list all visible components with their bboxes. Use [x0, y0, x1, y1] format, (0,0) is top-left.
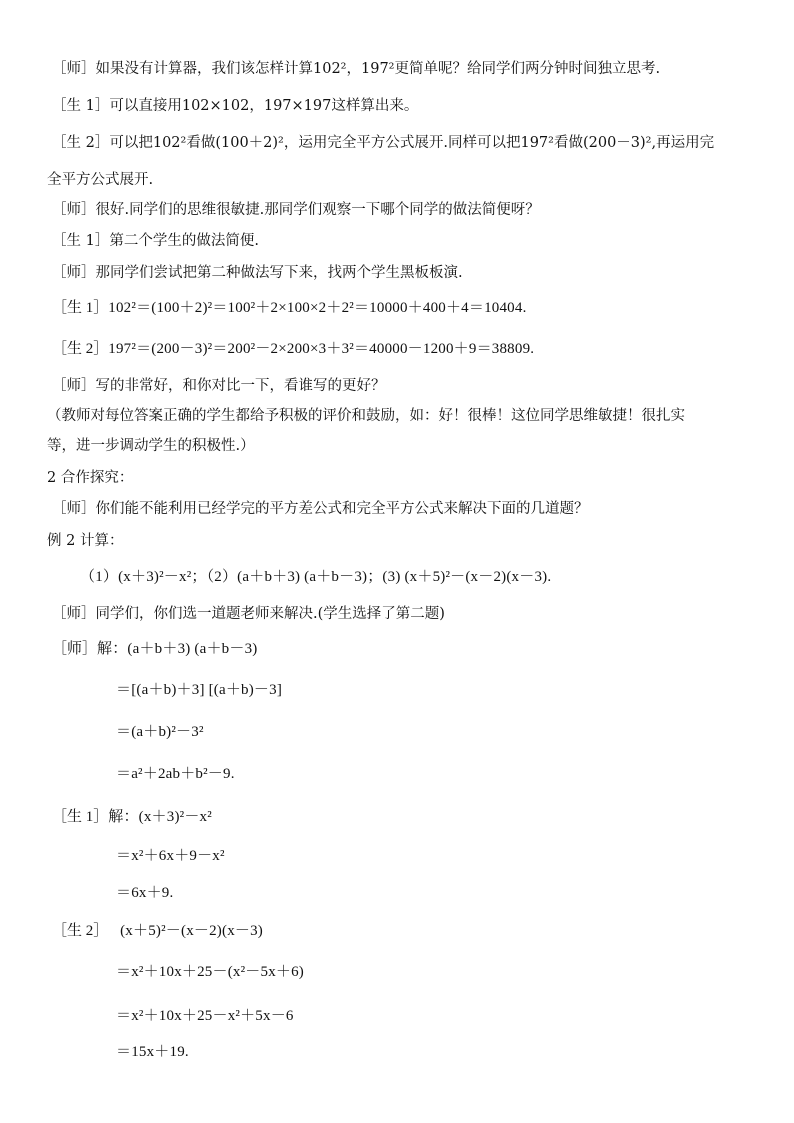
speaker-label: ［生 1］ — [52, 233, 110, 249]
dialogue-line — [52, 376, 386, 396]
equation: 102²＝(100＋2)²＝100²＋2×100×2＋2²＝10000＋400＋4＝10404. — [108, 300, 527, 316]
equation: （1）(x＋3)²－x²；（2）(a＋b＋3) (a＋b－3)；(3) (x＋5)²－(x－2)(x－3). — [80, 569, 552, 585]
speaker-label: ［师］ — [52, 501, 96, 517]
line-text: 写的非常好，和你对比一下，看谁写的更好？ — [95, 378, 386, 394]
solution-step — [116, 1006, 294, 1026]
dialogue-line-math — [52, 639, 257, 659]
dialogue-line — [52, 96, 418, 116]
dialogue-line — [52, 231, 259, 251]
line-text: 全平方公式展开. — [47, 172, 154, 188]
section-heading — [47, 468, 133, 488]
solution-step — [116, 722, 204, 742]
teacher-note-continued — [47, 436, 255, 456]
equation: ＝x²＋6x＋9－x² — [116, 848, 225, 864]
equation: ＝x²＋10x＋25－(x²－5x＋6) — [116, 964, 304, 980]
line-text: 可以把102²看做(100＋2)²，运用完全平方公式展开.同样可以把197²看做(200－3)²,再运用完 — [109, 135, 715, 151]
solution-step — [116, 962, 304, 982]
line-text: 你们能不能利用已经学完的平方差公式和完全平方公式来解决下面的几道题？ — [95, 501, 589, 517]
equation: 197²＝(200－3)²＝200²－2×200×3＋3²＝40000－1200＋9＝38809. — [108, 341, 535, 357]
line-text: （教师对每位答案正确的学生都给予积极的评价和鼓励，如：好！很棒！这位同学思维敏捷！很扎实 — [47, 408, 685, 424]
dialogue-line-math — [52, 339, 534, 359]
dialogue-line — [52, 133, 714, 153]
example-problems — [80, 567, 551, 587]
solution-step — [116, 846, 225, 866]
speaker-label: ［师］ — [52, 202, 96, 218]
equation: ＝(a＋b)²－3² — [116, 724, 204, 740]
equation: (x＋5)²－(x－2)(x－3) — [108, 923, 263, 939]
solution-step — [116, 764, 235, 784]
solution-step — [116, 1042, 189, 1062]
line-text: 第二个学生的做法简便. — [109, 233, 259, 249]
speaker-label: ［生 2］ — [52, 923, 109, 939]
dialogue-line-continued — [47, 170, 153, 190]
speaker-label: ［师］ — [52, 265, 96, 281]
example-heading — [47, 531, 123, 551]
equation: ＝a²＋2ab＋b²－9. — [116, 766, 235, 782]
speaker-label: ［师］ — [52, 606, 96, 622]
dialogue-line — [52, 200, 540, 220]
dialogue-line — [52, 499, 589, 519]
speaker-label: ［生 1］ — [52, 98, 110, 114]
teacher-note — [47, 406, 685, 426]
line-text: 2 合作探究： — [47, 470, 134, 486]
speaker-label: ［生 1］ — [52, 300, 109, 316]
equation: ＝6x＋9. — [116, 885, 174, 901]
line-text: 同学们，你们选一道题老师来解决.(学生选择了第二题) — [95, 606, 445, 622]
line-text: 等，进一步调动学生的积极性.） — [47, 438, 255, 454]
speaker-label: ［生 1］ — [52, 809, 109, 825]
line-text: 例 2 计算： — [47, 533, 124, 549]
line-text: 可以直接用102×102，197×197这样算出来。 — [109, 98, 419, 114]
dialogue-line-math — [52, 298, 527, 318]
equation: 解：(x＋3)²－x² — [108, 809, 212, 825]
line-text: 如果没有计算器，我们该怎样计算102²，197²更简单呢？给同学们两分钟时间独立思考. — [95, 61, 661, 77]
dialogue-line-math — [52, 807, 212, 827]
line-text: 那同学们尝试把第二种做法写下来，找两个学生黑板板演. — [95, 265, 463, 281]
speaker-label: ［生 2］ — [52, 341, 109, 357]
speaker-label: ［师］ — [52, 641, 98, 657]
dialogue-line — [52, 604, 445, 624]
solution-step — [116, 883, 173, 903]
equation: ＝x²＋10x＋25－x²＋5x－6 — [116, 1008, 294, 1024]
speaker-label: ［生 2］ — [52, 135, 110, 151]
dialogue-line — [52, 263, 463, 283]
equation: ＝15x＋19. — [116, 1044, 189, 1060]
line-text: 很好.同学们的思维很敏捷.那同学们观察一下哪个同学的做法简便呀？ — [95, 202, 540, 218]
dialogue-line — [52, 59, 660, 79]
dialogue-line-math — [52, 921, 263, 941]
solution-step — [116, 680, 282, 700]
speaker-label: ［师］ — [52, 378, 96, 394]
speaker-label: ［师］ — [52, 61, 96, 77]
equation: 解：(a＋b＋3) (a＋b－3) — [97, 641, 258, 657]
equation: ＝[(a＋b)＋3] [(a＋b)－3] — [116, 682, 283, 698]
